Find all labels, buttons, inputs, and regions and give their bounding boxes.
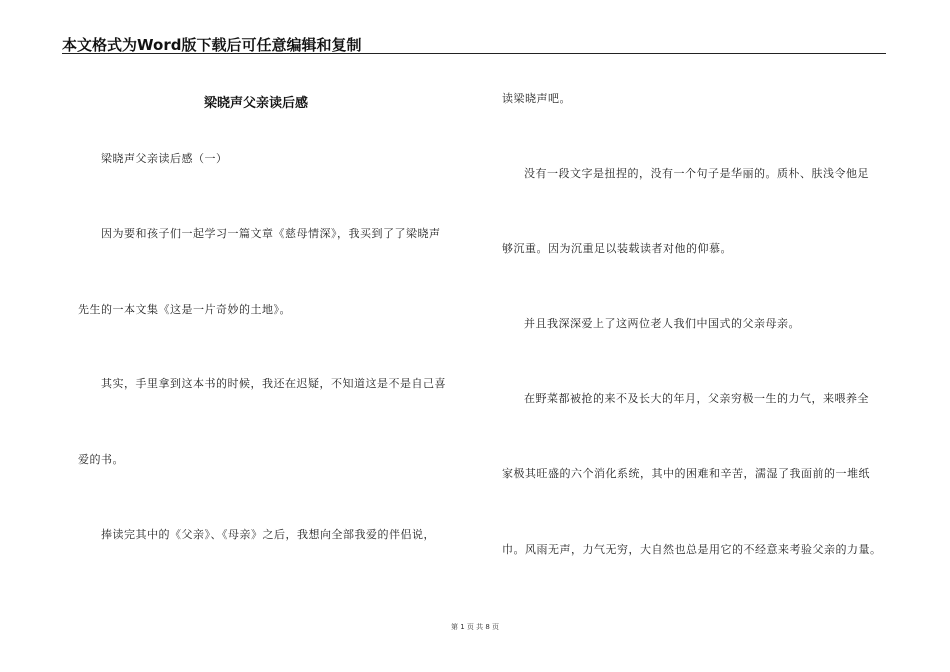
paragraph-line: 爱的书。 [78,453,124,466]
header-divider [62,53,886,54]
paragraph-line: 家极其旺盛的六个消化系统，其中的困难和辛苦，濡湿了我面前的一堆纸 [502,467,870,480]
paragraph-line: 读梁晓声吧。 [502,92,571,105]
paragraph-line: 够沉重。因为沉重足以装载读者对他的仰慕。 [502,242,732,255]
paragraph-line: 在野菜都被抢的来不及长大的年月，父亲穷极一生的力气，来喂养全 [524,392,869,405]
paragraph-line: 梁晓声父亲读后感（一） [101,152,228,165]
paragraph-line: 巾。风雨无声，力气无穷，大自然也总是用它的不经意来考验父亲的力量。 [502,543,882,556]
paragraph-line: 其实，手里拿到这本书的时候，我还在迟疑，不知道这是不是自己喜 [101,377,446,390]
page-number: 第 1 页 共 8 页 [450,623,500,631]
document-banner: 本文格式为Word版下载后可任意编辑和复制 [62,36,362,54]
paragraph-line: 因为要和孩子们一起学习一篇文章《慈母情深》，我买到了了梁晓声 [101,227,441,240]
document-title: 梁晓声父亲读后感 [204,96,309,111]
paragraph-line: 先生的一本文集《这是一片奇妙的土地》。 [78,303,291,316]
paragraph-line: 没有一段文字是扭捏的，没有一个句子是华丽的。质朴、肤浅令他足 [524,167,869,180]
paragraph-line: 并且我深深爱上了这两位老人我们中国式的父亲母亲。 [524,317,800,330]
paragraph-line: 捧读完其中的《父亲》、《母亲》之后，我想向全部我爱的伴侣说， [101,528,435,541]
